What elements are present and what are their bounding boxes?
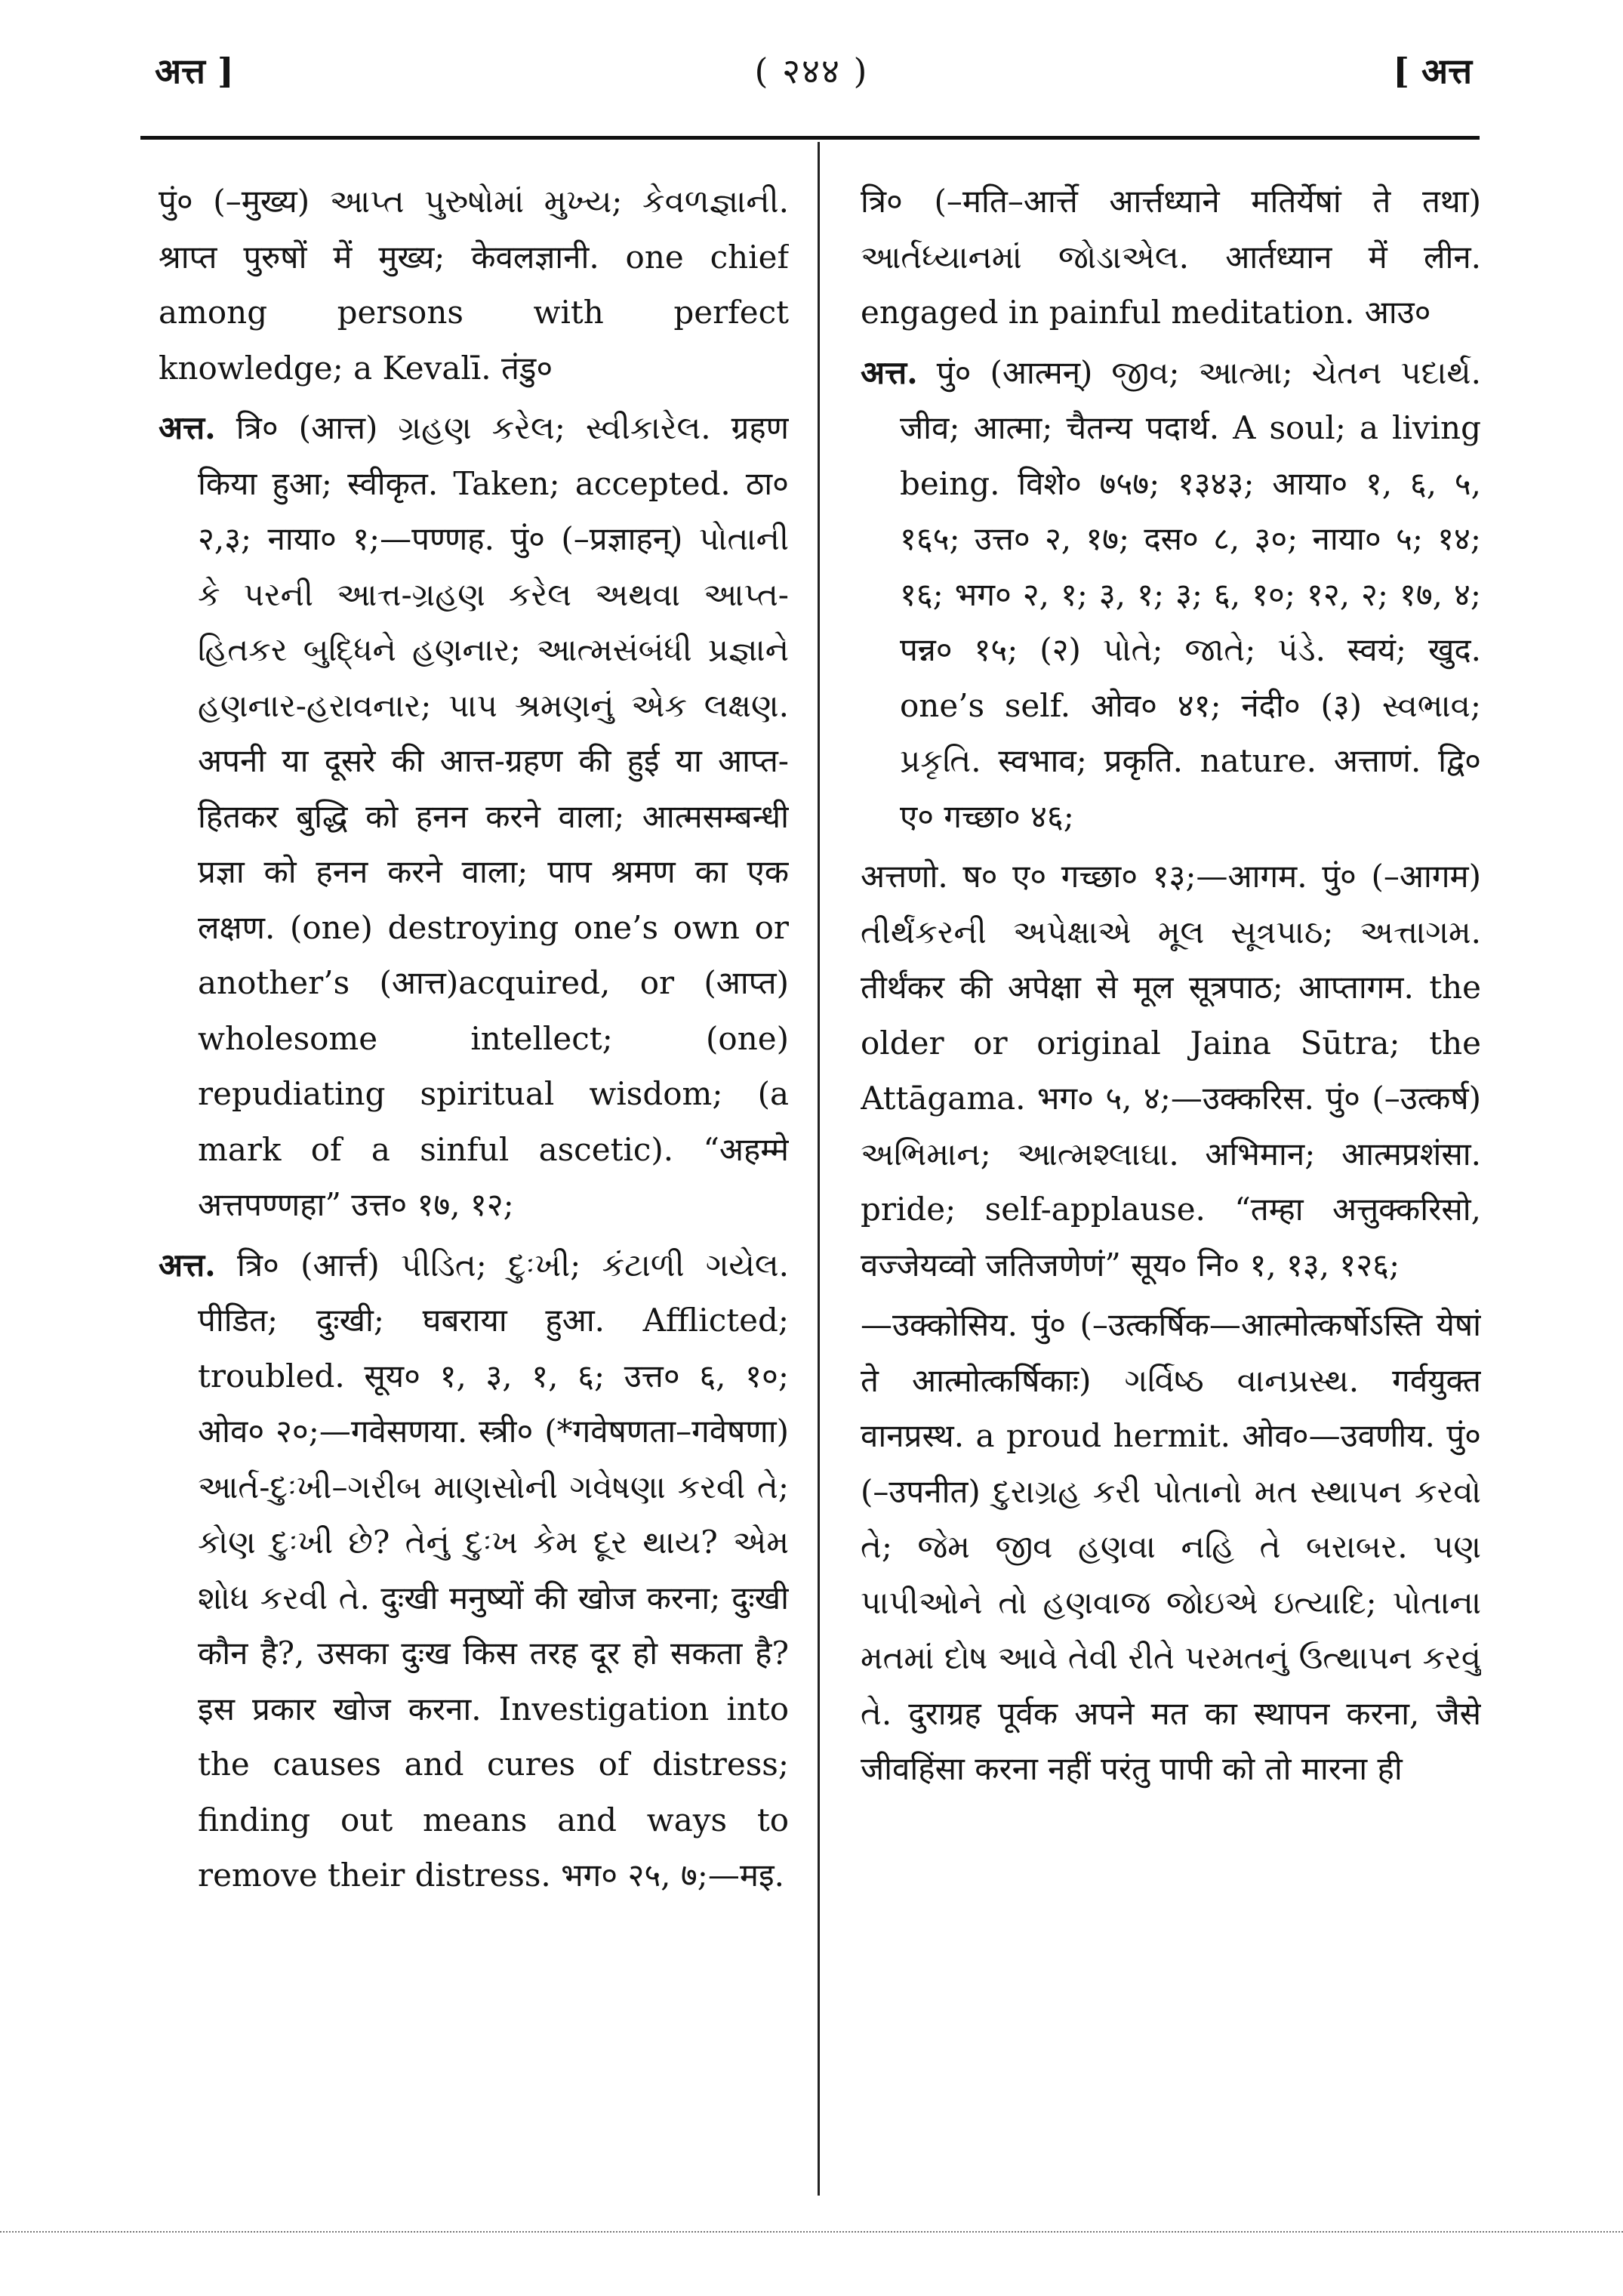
entry-headword: अत्त. xyxy=(861,353,918,391)
left-entry-atta-aarta xyxy=(159,1237,789,1903)
entry-body: पुं० (आत्मन्) જીવ; આત્મા; ચેતન પદાર્થ. जीव; आत्मा; चैतन्य पदार्थ. A soul; a living being. विशे० ७५७; १३४३; आया० १, ६, ५, १६५; उत्त० २, १७; दस० ८, ३०; नाया० ५; १४; १६; भग० २, १; ३, १; ३; ६, १०; १२, २; १७, ४; पन्न० १५; (२) પોતે; જાતે; પંડે. स्वयं; खुद. one’s self. ओव० ४१; नंदी० (३) સ્વભાવ; પ્રકૃતિ. स्वभाव; प्रकृति. nature. अत्ताणं. द्वि० ए० गच्छा० ४६; xyxy=(900,353,1481,835)
page-header xyxy=(0,47,1623,100)
entry-body: त्रि० (आर्त्त) પીડિત; દુઃખી; કંટાળી ગયેલ. पीडित; दुःखी; घबराया हुआ. Afflicted; troubled. सूय० १, ३, १, ६; उत्त० ६, १०; ओव० २०;—गवेसणया. स्त्री० (*गवेषणता–गवेषणा) આર્ત-દુઃખી–ગરીબ માણસોની ગવેષણા કરવી તે; કોણ દુઃખી છે? તેનું દુઃખ કેમ દૂર થાય? એમ શોધ કરવી તે. दुःखी मनुष्यों की खोज करना; दुःखी कौन है?, उसका दुःख किस तरह दूर हो सकता है? इस प्रकार खोज करना. Investigation into the causes and cures of distress; finding out means and ways to remove their distress. भग० २५, ७;—मइ. xyxy=(198,1246,789,1894)
left-entry-atta-aatta xyxy=(159,400,789,1233)
page-bottom-edge xyxy=(0,2231,1623,2233)
right-entry-continuation: त्रि० (–मति–आर्त्ते आर्त्तध्याने मतिर्येषां ते तथा) આર્તધ્યાનમાં જોડાએલ. आर्तध्यान में लीन. engaged in painful meditation. आउ० xyxy=(861,183,1481,331)
header-rule xyxy=(140,136,1480,140)
right-entry-subentries: अत्तणो. ष० ए० गच्छा० १३;—आगम. पुं० (–आगम) તીર્થંકરની અપેક્ષાએ મૂલ સૂત્રપાઠ; અત્તાગમ. तीर्थंकर की अपेक्षा से मूल सूत्रपाठ; आप्तागम. the older or original Jaina Sūtra; the Attāgama. भग० ५, ४;—उक्करिस. पुं० (–उत्कर्ष) અભિમાન; આત્મશ્લાઘા. अभिमान; आत्मप्रशंसा. pride; self-applause. “तम्हा अत्तुक्करिसो, वज्जेयव्वो जतिजणेणं” सूय० नि० १, १३, १२६; xyxy=(861,858,1481,1284)
left-column xyxy=(159,174,789,2212)
entry-headword: अत्त. xyxy=(159,1246,216,1284)
right-entry-atta-aatman xyxy=(861,345,1481,845)
right-column xyxy=(861,174,1481,2212)
page-number: ( २४४ ) xyxy=(754,51,869,91)
column-divider xyxy=(818,142,820,2196)
header-left-catchword: अत्त ] xyxy=(155,51,234,91)
header-right-catchword: [ अत्त xyxy=(1393,51,1472,91)
entry-headword: अत्त. xyxy=(159,409,216,446)
left-entry-continuation: पुं० (–मुख्य) આપ્ત પુરુષોમાં મુખ્ય; કેવળજ્ઞાની. श्राप्त पुरुषों में मुख्य; केवलज्ञानी. one chief among persons with perfect knowledge; a Kevalī. तंडु० xyxy=(159,183,789,387)
right-entry-subentries-cont: —उक्कोसिय. पुं० (–उत्कर्षिक—आत्मोत्कर्षोऽस्ति येषां ते आत्मोत्कर्षिकाः) ગર્વિષ્ઠ વાનપ્રસ્થ. गर्वयुक्त वानप्रस्थ. a proud hermit. ओव०—उवणीय. पुं० (–उपनीत) દુરાગ્રહ કરી પોતાનો મત સ્થાપન કરવો તે; જેમ જીવ હણવા નહિ તે બરાબર. પણ પાપીઓને તો હણવાજ જોઇએ ઇત્યાદિ; પોતાના મતમાં દોષ આવે તેવી રીતે પરમતનું ઉત્થાપન કરવું તે. दुराग्रह पूर्वक अपने मत का स्थापन करना, जैसे जीवहिंसा करना नहीं परंतु पापी को तो मारना ही xyxy=(861,1306,1481,1787)
entry-body: त्रि० (आत्त) ગ્રહણ કરેલ; સ્વીકારેલ. ग्रहण किया हुआ; स्वीकृत. Taken; accepted. ठा० २,३; नाया० १;—पण्णह. पुं० (–प्रज्ञाहन्) પોતાની કે પરની આત્ત-ગ્રહણ કરેલ અથવા આપ્ત-હિતકર બુદ્ધિને હણનાર; આત્મસંબંધી પ્રજ્ઞાને હણનાર-હરાવનાર; પાપ શ્રમણનું એક લક્ષણ. अपनी या दूसरे की आत्त-ग्रहण की हुई या आप्त-हितकर बुद्धि को हनन करने वाला; आत्मसम्बन्धी प्रज्ञा को हनन करने वाला; पाप श्रमण का एक लक्षण. (one) destroying one’s own or another’s (आत्त)acquired, or (आप्त) wholesome intellect; (one) repudiating spiritual wisdom; (a mark of a sinful ascetic). “अहम्मे अत्तपण्णहा” उत्त० १७, १२; xyxy=(198,409,789,1223)
